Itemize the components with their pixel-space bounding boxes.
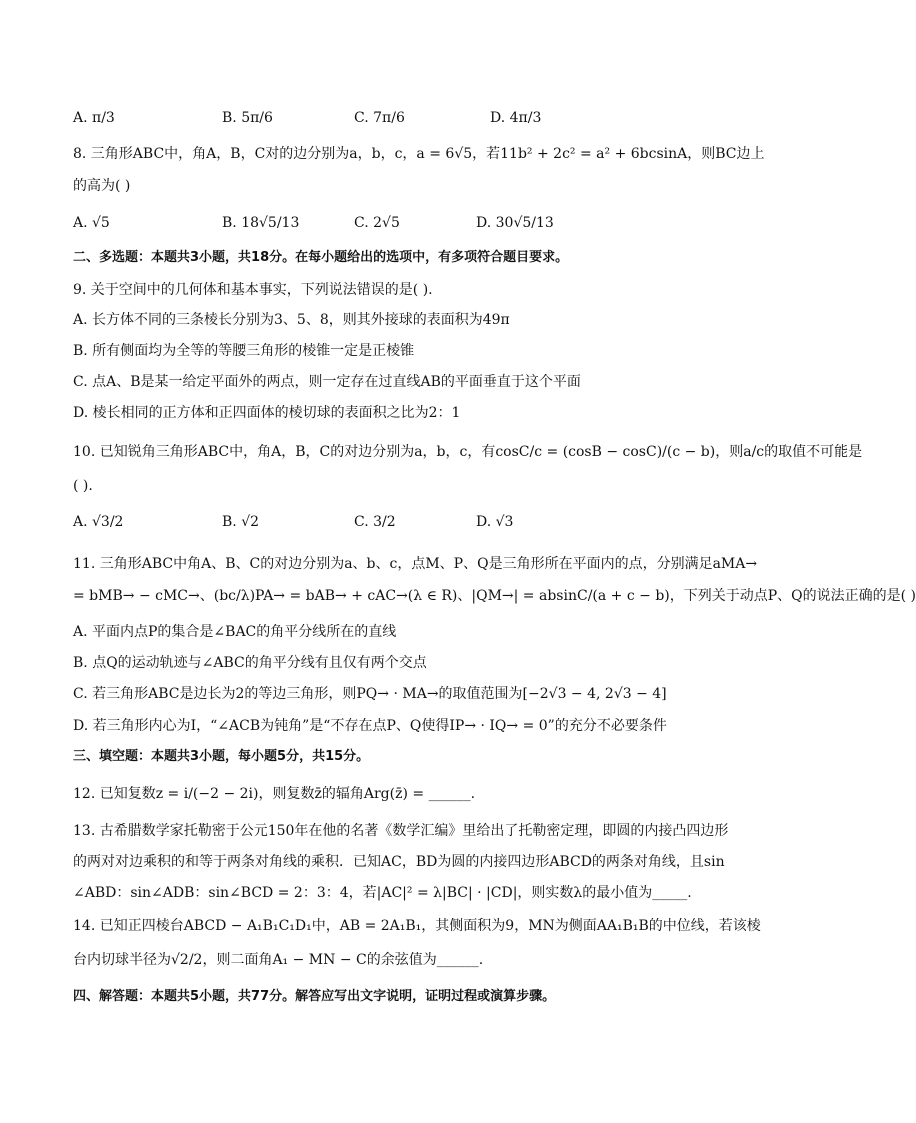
q10-option-a: A. √3/2 xyxy=(73,514,124,530)
q8-stem-line1: 8. 三角形ABC中，角A，B，C对的边分别为a，b，c，a = 6√5，若11b² + 2c² = a² + 6bcsinA，则BC边上 xyxy=(73,146,765,162)
q8-option-b: B. 18√5/13 xyxy=(222,215,300,231)
q13-stem-line3: ∠ABD：sin∠ADB：sin∠BCD = 2：3：4，若|AC|² = λ|BC| · |CD|，则实数λ的最小值为_____. xyxy=(73,885,692,901)
q13-stem-line1: 13. 古希腊数学家托勒密于公元150年在他的名著《数学汇编》里给出了托勒密定理，即圆的内接凸四边形 xyxy=(73,823,729,839)
q7-option-c: C. 7π/6 xyxy=(354,110,405,126)
q9-option-d: D. 棱长相同的正方体和正四面体的棱切球的表面积之比为2：1 xyxy=(73,405,461,421)
q7-option-a: A. π/3 xyxy=(73,110,115,126)
q13-stem-line2: 的两对对边乘积的和等于两条对角线的乘积．已知AC，BD为圆的内接四边形ABCD的两条对角线，且sin xyxy=(73,854,725,870)
q8-option-c: C. 2√5 xyxy=(354,215,400,231)
q7-option-b: B. 5π/6 xyxy=(222,110,273,126)
q10-option-c: C. 3/2 xyxy=(354,514,396,530)
q11-option-c: C. 若三角形ABC是边长为2的等边三角形，则PQ→ · MA→的取值范围为[−2√3 − 4, 2√3 − 4] xyxy=(73,686,667,702)
q12-stem: 12. 已知复数z = i/(−2 − 2i)，则复数z̄的辐角Arg(z̄) = ______. xyxy=(73,786,476,802)
q10-option-d: D. √3 xyxy=(476,514,514,530)
section-heading-solutions: 四、解答题：本题共5小题，共77分。解答应写出文字说明，证明过程或演算步骤。 xyxy=(73,989,556,1004)
q9-option-c: C. 点A、B是某一给定平面外的两点，则一定存在过直线AB的平面垂直于这个平面 xyxy=(73,374,581,390)
q7-option-d: D. 4π/3 xyxy=(490,110,542,126)
q10-option-b: B. √2 xyxy=(222,514,260,530)
q9-stem: 9. 关于空间中的几何体和基本事实，下列说法错误的是( ). xyxy=(73,282,433,298)
q11-stem-line1: 11. 三角形ABC中角A、B、C的对边分别为a、b、c，点M、P、Q是三角形所在平面内的点，分别满足aMA→ xyxy=(73,556,758,572)
q14-stem-line2: 台内切球半径为√2/2，则二面角A₁ − MN − C的余弦值为______. xyxy=(73,952,484,968)
q11-option-a: A. 平面内点P的集合是∠BAC的角平分线所在的直线 xyxy=(73,624,397,640)
q8-option-a: A. √5 xyxy=(73,215,110,231)
section-heading-multiple-choice: 二、多选题：本题共3小题，共18分。在每小题给出的选项中，有多项符合题目要求。 xyxy=(73,250,569,265)
q8-stem-line2: 的高为( ) xyxy=(73,178,131,194)
q11-stem-line2: = bMB→ − cMC→、(bc/λ)PA→ = bAB→ + cAC→(λ ∈ R)、|QM→| = absinC/(a + c − b)，下列关于动点P、Q的说法正确的是( ) xyxy=(73,588,916,604)
q14-stem-line1: 14. 已知正四棱台ABCD − A₁B₁C₁D₁中，AB = 2A₁B₁，其侧面积为9，MN为侧面AA₁B₁B的中位线，若该棱 xyxy=(73,918,761,934)
section-heading-fill-in: 三、填空题：本题共3小题，每小题5分，共15分。 xyxy=(73,749,370,764)
q9-option-b: B. 所有侧面均为全等的等腰三角形的棱锥一定是正棱锥 xyxy=(73,343,415,359)
q8-option-d: D. 30√5/13 xyxy=(476,215,554,231)
q10-stem-line2: ( ). xyxy=(73,478,93,494)
q11-option-b: B. 点Q的运动轨迹与∠ABC的角平分线有且仅有两个交点 xyxy=(73,655,427,671)
q9-option-a: A. 长方体不同的三条棱长分别为3、5、8，则其外接球的表面积为49π xyxy=(73,312,510,328)
q11-option-d: D. 若三角形内心为I，“∠ACB为钝角”是“不存在点P、Q使得IP→ · IQ→ = 0”的充分不必要条件 xyxy=(73,718,667,734)
q10-stem-line1: 10. 已知锐角三角形ABC中，角A，B，C的对边分别为a，b，c，有cosC/c = (cosB − cosC)/(c − b)，则a/c的取值不可能是 xyxy=(73,444,863,460)
